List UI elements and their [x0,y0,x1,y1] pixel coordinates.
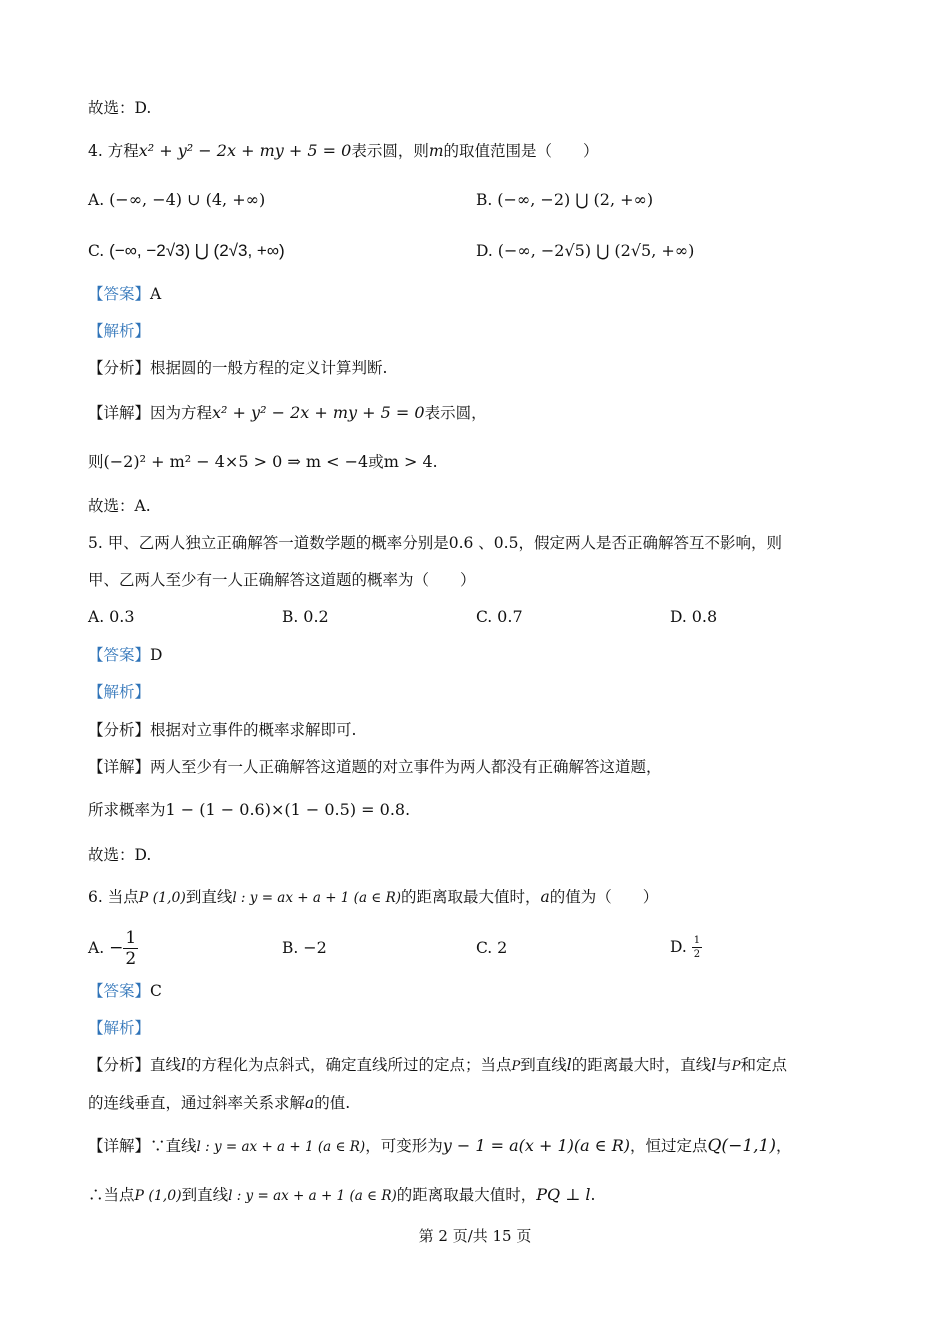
q4-option-c-value: (−∞, −2√3) ⋃ (2√3, +∞) [109,241,285,260]
q4-answer [88,284,161,304]
q5-option-a-label: A. [88,608,105,626]
q6-fenxi-text-a: 直线 [150,1056,182,1074]
q4-option-c-label: C. [88,242,105,260]
q5-derivation-end: . [405,801,411,819]
q6-stem-pre: 当点 [107,888,139,906]
q4-option-b [476,190,653,210]
q6-var: a [540,888,550,906]
page-footer: 第 2 页/共 15 页 [418,1227,532,1245]
q6-xiangjie-text-c: ，恒过定点 [629,1137,708,1155]
q6-fenxi-p2: P [731,1059,741,1074]
q6-fenxi-tag: 【分析】 [88,1056,151,1074]
q4-xiangjie-pre: 因为方程 [150,404,213,422]
q6-line2-text-c: 的距离取最大值时， [396,1186,537,1204]
q6-fenxi2-var: a [305,1094,315,1112]
q6-xiangjie-eq2: y − 1 = a(x + 1)(a ∈ R) [442,1136,630,1155]
q4-derivation-math2: m > 4 [383,452,433,471]
q6-option-b-value: −2 [303,938,327,957]
q6-option-c-value: 2 [497,938,508,957]
q5-option-b-value: 0.2 [303,607,329,626]
q6-option-d-fraction [692,936,702,960]
q4-fenxi-text: 根据圆的一般方程的定义计算判断. [150,359,388,377]
q6-line2-point: P (1,0) [134,1188,182,1204]
q6-option-a-denominator: 2 [125,949,137,969]
q4-option-d-value: (−∞, −2√5) ⋃ (2√5, +∞) [497,241,695,260]
q5-option-c-value: 0.7 [497,607,523,626]
q4-var: m [428,142,444,160]
q6-line2-end: . [590,1186,596,1204]
q4-answer-tag: 【答案】 [88,285,151,303]
q6-fenxi-text-f: 和定点 [740,1056,788,1074]
q5-option-d-label: D. [670,608,687,626]
q6-xiangjie-text-a: ∵直线 [150,1137,197,1155]
q5-derivation-math: 1 − (1 − 0.6)×(1 − 0.5) = 0.8 [165,800,406,819]
q6-line2-perp: PQ ⊥ l [536,1185,591,1204]
q5-option-b-label: B. [282,608,299,626]
q6-fenxi-text-e: 与 [716,1056,732,1074]
q4-option-a-value: (−∞, −4) ∪ (4, +∞) [109,190,266,209]
q5-option-a [88,607,135,627]
q6-xiangjie-tag: 【详解】 [88,1137,151,1155]
q6-stem-post: 的值为（ ） [549,888,659,906]
q6-option-d [670,932,702,962]
q4-xiangjie-post: 表示圆， [424,404,487,422]
q5-analysis-tag [88,682,150,702]
q5-fenxi-text: 根据对立事件的概率求解即可. [150,721,357,739]
q5-derivation [88,800,410,820]
q6-fenxi-p: P [511,1059,521,1074]
q6-option-d-numerator: 1 [693,935,701,946]
q4-derivation-end: . [432,453,438,471]
q4-option-c [88,241,285,261]
q6-answer-value: C [150,982,162,1000]
q5-fenxi [88,720,356,740]
q4-derivation-or: 或 [368,453,384,471]
q6-analysis-label: 【解析】 [88,1019,151,1037]
q6-stem [88,887,658,908]
q5-stem-line1: 5. 甲、乙两人独立正确解答一道数学题的概率分别是0.6 、0.5，假定两人是否正确解答互不影响，则 [88,534,782,552]
q5-conclusion: 故选：D. [88,846,152,864]
q4-stem [88,141,599,161]
q6-xiangjie [88,1136,792,1157]
q6-number: 6. [88,888,103,906]
q4-number: 4. [88,142,103,160]
q4-analysis-label: 【解析】 [88,322,151,340]
q6-conclusion-line [88,1185,595,1206]
q6-stem-mid2: 的距离取最大值时， [401,888,541,906]
q4-derivation-math: (−2)² + m² − 4×5 > 0 ⇒ m < −4 [103,452,369,471]
q3-conclusion: 故选：D. [88,99,152,117]
q6-fenxi2-text-a: 的连线垂直，通过斜率关系求解 [88,1094,306,1112]
q4-stem-pre: 方程 [107,142,139,160]
q6-answer [88,981,162,1001]
q6-point: P (1,0) [138,890,186,906]
q4-option-d-label: D. [476,242,493,260]
q5-option-b [282,607,329,627]
q5-stem-line2: 甲、乙两人至少有一人正确解答这道题的概率为（ ） [88,571,476,589]
q4-option-b-value: (−∞, −2) ⋃ (2, +∞) [497,190,654,209]
q4-conclusion: 故选：A. [88,497,151,515]
q5-answer-value: D [150,646,163,664]
q6-option-b [282,938,327,958]
q6-fenxi2-text-b: 的值. [314,1094,351,1112]
q4-option-b-label: B. [476,191,493,209]
q4-analysis-tag [88,321,150,341]
q6-fenxi-text-d: 的距离最大时，直线 [571,1056,712,1074]
q6-xiangjie-q: Q(−1,1) [707,1136,776,1156]
q5-xiangjie-text: 两人至少有一人正确解答这道题的对立事件为两人都没有正确解答这道题， [150,758,662,776]
q6-xiangjie-text-d: ， [775,1137,792,1155]
q6-fenxi-line1 [88,1055,787,1077]
q5-option-d-value: 0.8 [691,607,718,626]
q4-equation: x² + y² − 2x + my + 5 = 0 [138,141,352,160]
q4-fenxi-tag: 【分析】 [88,359,151,377]
q5-fenxi-tag: 【分析】 [88,721,151,739]
q4-option-d [476,241,694,261]
q6-xiangjie-text-b: ，可变形为 [365,1137,443,1155]
q6-fenxi-text-b: 的方程化为点斜式，确定直线所过的定点；当点 [186,1056,512,1074]
q6-answer-tag: 【答案】 [88,982,151,1000]
q6-xiangjie-eq: l : y = ax + a + 1 (a ∈ R) [196,1139,366,1155]
q4-option-a [88,190,265,210]
q6-analysis-tag [88,1018,150,1038]
q6-option-a-numerator: 1 [125,928,137,948]
q4-fenxi [88,358,387,378]
q5-xiangjie [88,757,662,777]
q4-xiangjie-eq: x² + y² − 2x + my + 5 = 0 [212,403,425,422]
q4-stem-post: 的取值范围是（ ） [443,142,599,160]
q4-xiangjie-tag: 【详解】 [88,404,151,422]
q5-option-c-label: C. [476,608,493,626]
q4-answer-value: A [150,285,162,303]
q4-derivation [88,452,438,472]
q6-option-a [88,928,138,968]
q4-stem-mid: 表示圆，则 [351,142,429,160]
q4-xiangjie [88,403,487,423]
q5-answer-tag: 【答案】 [88,646,151,664]
q6-fenxi-l: l [181,1056,186,1074]
q5-answer [88,645,162,665]
q6-option-a-sign: − [109,938,124,958]
q6-fenxi-text-c: 到直线 [520,1056,567,1074]
q6-fenxi-line2 [88,1093,350,1113]
q4-derivation-pre: 则 [88,453,104,471]
q5-option-a-value: 0.3 [109,607,135,626]
q6-fenxi-l2: l [566,1056,572,1074]
q6-option-b-label: B. [282,939,299,957]
q5-analysis-label: 【解析】 [88,683,151,701]
q5-option-d [670,607,717,627]
q5-xiangjie-tag: 【详解】 [88,758,151,776]
q6-option-a-fraction [123,930,138,968]
q6-line2-eq: l : y = ax + a + 1 (a ∈ R) [228,1188,397,1204]
q5-option-c [476,607,523,627]
q6-option-d-denominator: 2 [693,949,701,960]
q6-fenxi-l3: l [711,1056,717,1074]
q6-option-c-label: C. [476,939,493,957]
q6-line2-text-b: 到直线 [181,1186,229,1204]
q6-option-a-label: A. [88,939,105,957]
q6-option-d-label: D. [670,938,687,956]
q6-line-eq: l : y = ax + a + 1 (a ∈ R) [232,890,401,906]
q6-option-c [476,938,507,958]
q6-line2-text-a: ∴当点 [88,1186,135,1204]
q6-stem-mid: 到直线 [185,888,233,906]
q5-derivation-pre: 所求概率为 [88,801,166,819]
q4-option-a-label: A. [88,191,105,209]
